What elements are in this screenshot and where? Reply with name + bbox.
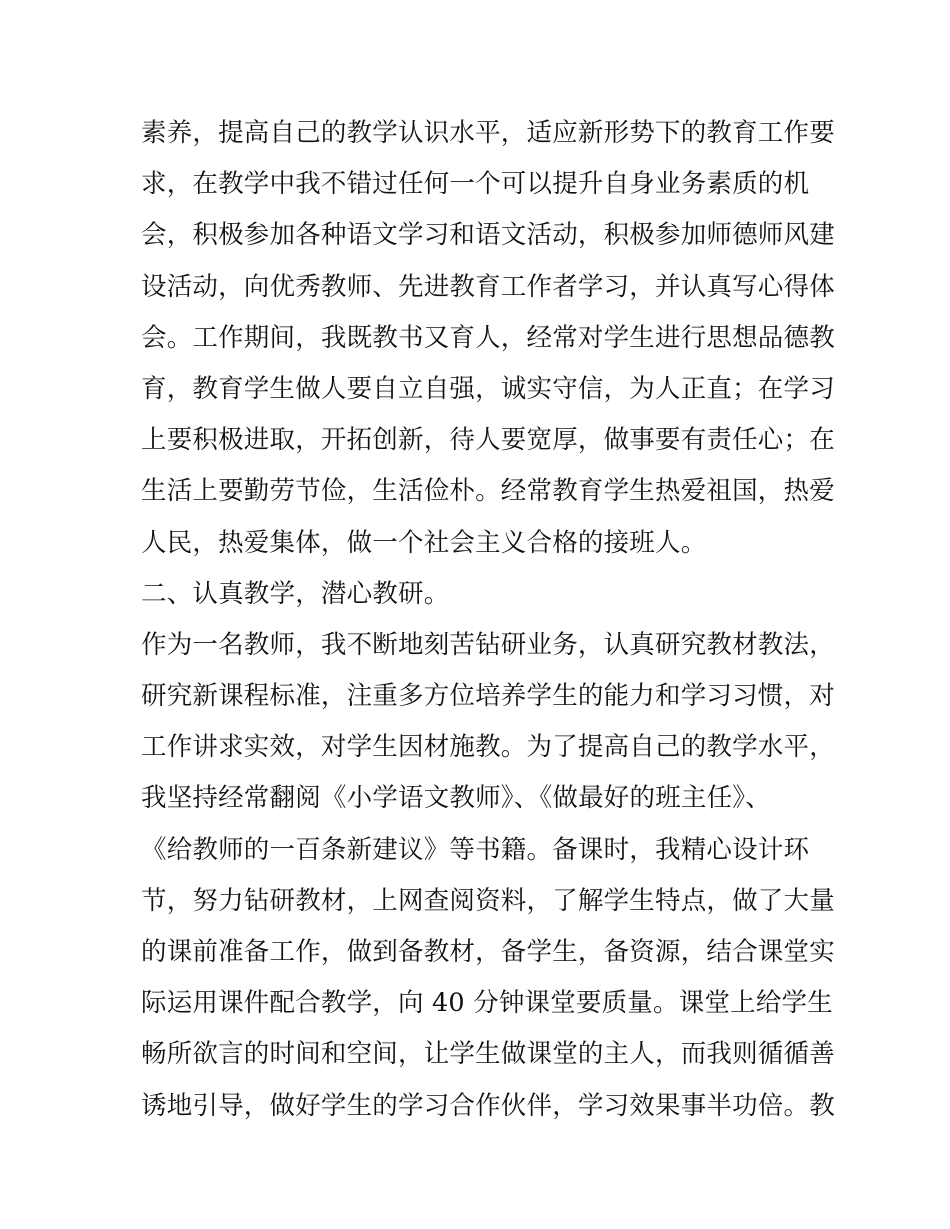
text-line: 人民，热爱集体，做一个社会主义合格的接班人。 <box>141 527 707 558</box>
text-line: 上要积极进取，开拓创新，待人要宽厚，做事要有责任心；在 <box>141 425 835 456</box>
section-heading: 二、认真教学，潜心教研。 <box>141 578 450 609</box>
text-line: 素养，提高自己的教学认识水平，适应新形势下的教育工作要 <box>141 118 835 148</box>
text-line: 育，教育学生做人要自立自强，诚实守信，为人正直；在学习 <box>141 373 835 404</box>
text-line: 节，努力钻研教材，上网查阅资料，了解学生特点，做了大量 <box>141 885 835 916</box>
text-line: 际运用课件配合教学，向 40 分钟课堂要质量。课堂上给学生 <box>141 988 833 1019</box>
text-line: 设活动，向优秀教师、先进教育工作者学习，并认真写心得体 <box>141 271 835 302</box>
text-line: 会。工作期间，我既教书又育人，经常对学生进行思想品德教 <box>141 322 835 353</box>
text-line: 研究新课程标准，注重多方位培养学生的能力和学习习惯，对 <box>141 681 835 712</box>
text-line: 作为一名教师，我不断地刻苦钻研业务，认真研究教材教法， <box>141 629 835 660</box>
text-line: 的课前准备工作，做到备教材，备学生，备资源，结合课堂实 <box>141 937 835 967</box>
text-line: 我坚持经常翻阅《小学语文教师》、《做最好的班主任》、 <box>141 783 771 814</box>
text-line: 诱地引导，做好学生的学习合作伙伴，学习效果事半功倍。教 <box>141 1090 835 1121</box>
document-body-text <box>141 108 835 1132</box>
text-line: 畅所欲言的时间和空间，让学生做课堂的主人，而我则循循善 <box>141 1039 835 1070</box>
text-line: 生活上要勤劳节俭，生活俭朴。经常教育学生热爱祖国，热爱 <box>141 476 835 507</box>
text-line: 《给教师的一百条新建议》等书籍。备课时，我精心设计环 <box>141 834 810 865</box>
text-line: 求，在教学中我不错过任何一个可以提升自身业务素质的机 <box>141 169 810 200</box>
text-line: 工作讲求实效，对学生因材施教。为了提高自己的教学水平， <box>141 732 835 763</box>
text-line: 会，积极参加各种语文学习和语文活动，积极参加师德师风建 <box>141 220 835 251</box>
